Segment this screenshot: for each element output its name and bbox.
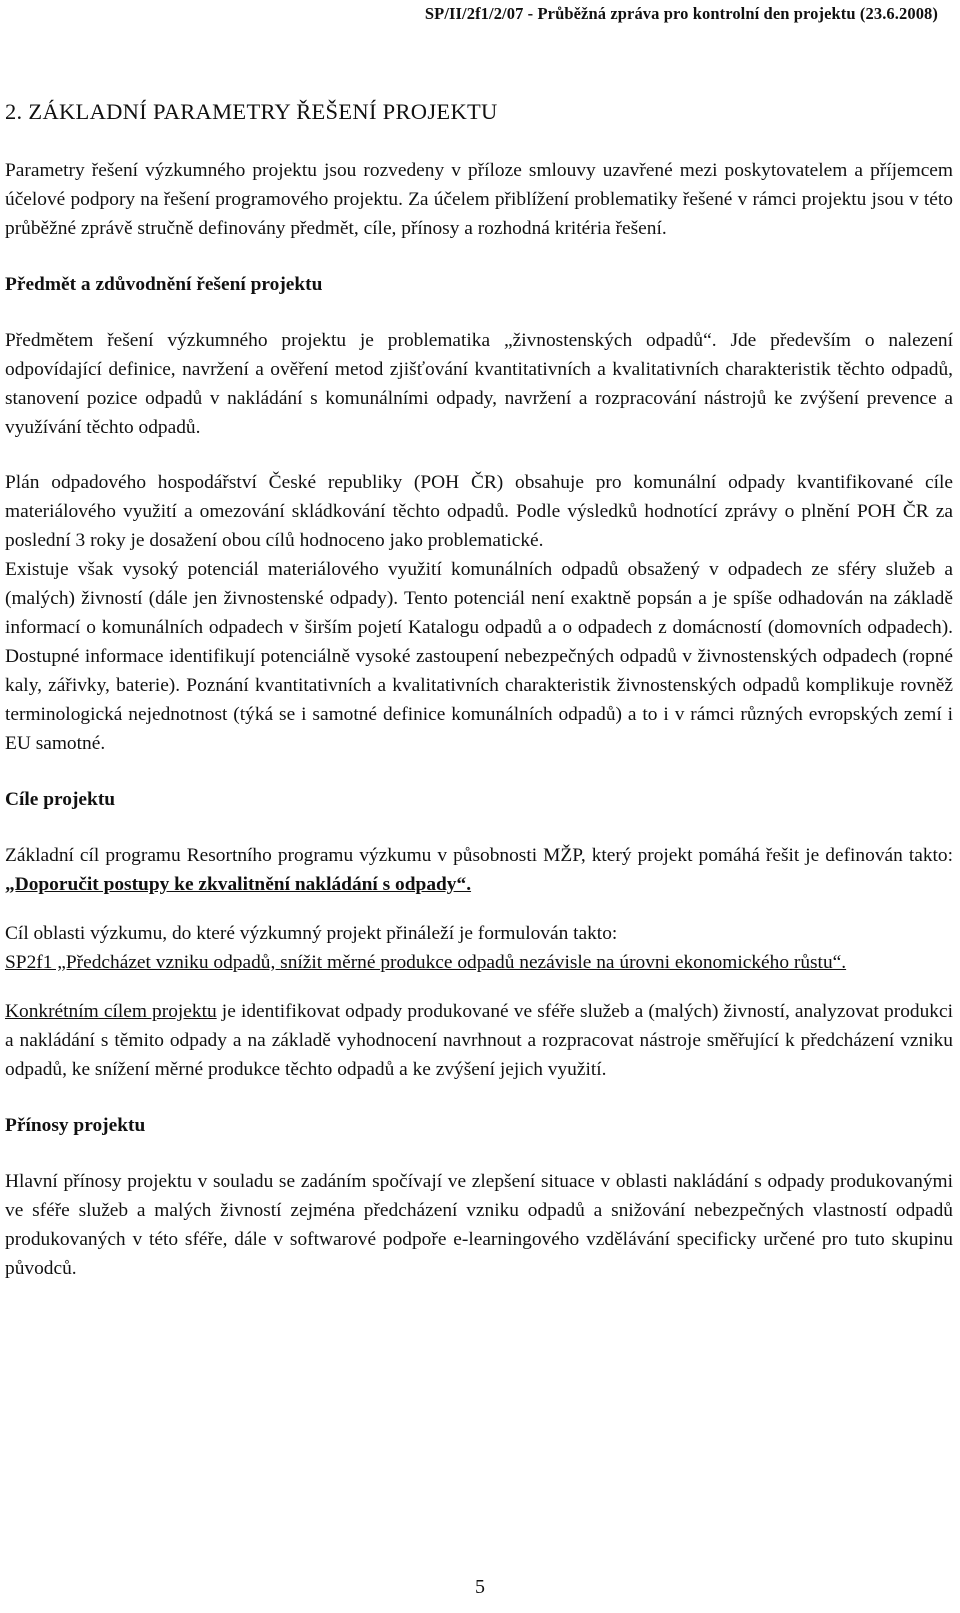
subject-paragraph-3: Existuje však vysoký potenciál materiálového využití komunálních odpadů obsažený v odpadech ze sféry služeb a (malých) živností (dále jen živnostenské odpady). Tento potenciál není exaktně popsán a je spíše odhadován na základě informací o komunálních odpadech v širším pojetí Katalogu odpadů a o odpadech z domácností (domovních odpadech). Dostupné informace identifikují potenciálně vysoké zastoupení nebezpečných odpadů v živnostenských odpadech (ropné kaly, zářivky, baterie). Poznání kvantitativních a kvalitativních charakteristik živnostenských odpadů komplikuje rovněž terminologická nejednotnost (týká se i samotné definice komunálních odpadů) a to i v rámci různých evropských zemí i EU samotné. (5, 559, 953, 754)
goals-paragraph-1 (5, 841, 953, 899)
research-area-goal: SP2f1 „Předcházet vzniku odpadů, snížit měrné produkce odpadů nezávisle na úrovni ekonomického růstu“. (5, 952, 847, 973)
specific-goal-label: Konkrétním cílem projektu (5, 1001, 217, 1022)
intro-paragraph: Parametry řešení výzkumného projektu jsou rozvedeny v příloze smlouvy uzavřené mezi poskytovatelem a příjemcem účelové podpory na řešení programového projektu. Za účelem přiblížení problematiky řešené v rámci projektu jsou v této průběžné zprávě stručně definovány předmět, cíle, přínosy a rozhodná kritéria řešení. (5, 160, 953, 239)
section-heading-subject: Předmět a zdůvodnění řešení projektu (5, 274, 323, 295)
benefits-paragraph-1: Hlavní přínosy projektu v souladu se zadáním spočívají ve zlepšení situace v oblasti nakládání s odpady produkovanými ve sféře služeb a malých živností zejména předcházení vzniku odpadů a snižování nebezpečných vlastností odpadů produkovaných v této sféře, dále v softwarové podpoře e-learningového vzdělávání specificky určené pro tuto skupinu původců. (5, 1171, 953, 1279)
section-heading-benefits: Přínosy projektu (5, 1115, 146, 1136)
subject-paragraph-1: Předmětem řešení výzkumného projektu je problematika „živnostenských odpadů“. Jde především o nalezení odpovídající definice, navržení a ověření metod zjišťování kvantitativních a kvalitativních charakteristik těchto odpadů, stanovení pozice odpadů v nakládání s komunálními odpady, navržení a rozpracování nástrojů ke zvýšení prevence a využívání těchto odpadů. (5, 330, 953, 438)
subject-paragraph-2: Plán odpadového hospodářství České republiky (POH ČR) obsahuje pro komunální odpady kvantifikované cíle materiálového využití a omezování skládkování těchto odpadů. Podle výsledků hodnotící zprávy o plnění POH ČR za poslední 3 roky je dosažení obou cílů hodnoceno jako problematické. (5, 472, 953, 551)
page-content (5, 98, 953, 1283)
program-goal-quote: „Doporučit postupy ke zkvalitnění nakládání s odpady“. (5, 874, 472, 895)
goals-paragraph-3 (5, 997, 953, 1084)
section-heading-goals: Cíle projektu (5, 789, 116, 810)
chapter-title: 2. ZÁKLADNÍ PARAMETRY ŘEŠENÍ PROJEKTU (5, 99, 498, 124)
specific-goal-text: je identifikovat odpady produkované ve sféře služeb a (malých) živností, analyzovat produkci a nakládání s těmito odpady a na základě vyhodnocení navrhnout a rozpracovat nástroje směřující k předcházení vzniku odpadů, ke snížení měrné produkce těchto odpadů a ke zvýšení jejich využití. (5, 1001, 953, 1080)
running-header: SP/II/2f1/2/07 - Průběžná zpráva pro kontrolní den projektu (23.6.2008) (424, 4, 938, 23)
goals-paragraph-2-intro: Cíl oblasti výzkumu, do které výzkumný projekt přináleží je formulován takto: (5, 923, 618, 944)
goals-paragraph-1-text: Základní cíl programu Resortního programu výzkumu v působnosti MŽP, který projekt pomáhá řešit je definován takto: (5, 845, 953, 866)
page-number: 5 (475, 1576, 485, 1598)
